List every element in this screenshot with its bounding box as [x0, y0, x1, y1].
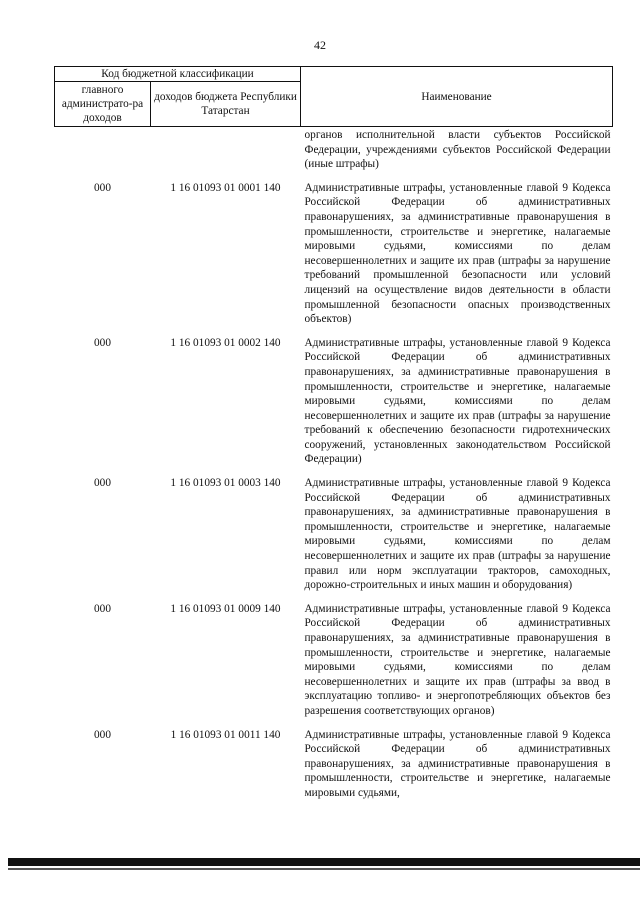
income-code-cell	[151, 127, 301, 181]
header-income-code: доходов бюджета Республики Татарстан	[151, 82, 301, 127]
scan-edge-bar	[8, 858, 640, 866]
table-row	[55, 181, 613, 336]
admin-code-cell: 000	[94, 602, 111, 615]
table-header	[55, 67, 613, 127]
table-row	[55, 602, 613, 728]
admin-code-cell: 000	[94, 336, 111, 349]
admin-code-cell	[55, 127, 151, 181]
table-row	[55, 476, 613, 602]
income-code-cell: 1 16 01093 01 0011 140	[170, 728, 281, 741]
description-cell: Административные штрафы, установленные главой 9 Кодекса Российской Федерации об административных правонарушениях, за административные правонарушения в промышленности, строительстве и энергетике, налагаемые мировыми судьями, комиссиями по делам несовершеннолетних и защите их прав (штрафы за нарушение правил или норм эксплуатации тракторов, самоходных, дорожно-строительных и иных машин и оборудования)	[304, 477, 611, 592]
header-classification-code: Код бюджетной классификации	[55, 67, 301, 82]
description-cell: Административные штрафы, установленные главой 9 Кодекса Российской Федерации об административных правонарушениях, за административные правонарушения в промышленности, строительстве и энергетике, налагаемые мировыми судьями, комиссиями по делам несовершеннолетних и защите их прав (штрафы за нарушение требований к обеспечению безопасности гидротехнических сооружений, установленных законодательством Российской Федерации)	[304, 336, 611, 466]
income-code-cell: 1 16 01093 01 0009 140	[170, 602, 281, 615]
budget-classification-table	[54, 66, 613, 810]
income-code-cell: 1 16 01093 01 0003 140	[170, 477, 281, 490]
admin-code-cell: 000	[94, 728, 111, 741]
description-cell: Административные штрафы, установленные главой 9 Кодекса Российской Федерации об административных правонарушениях, за административные правонарушения в промышленности, строительстве и энергетике, налагаемые мировыми судьями, комиссиями по делам несовершеннолетних и защите их прав (штрафы за ввод в эксплуатацию топливо- и энергопотребляющих объектов без разрешения соответствующих органов)	[304, 602, 611, 717]
admin-code-cell: 000	[94, 477, 111, 490]
header-admin-code: главного администрато-ра доходов	[55, 82, 151, 127]
page-number: 42	[314, 38, 326, 52]
scan-edge-line	[8, 868, 640, 870]
description-cell: Административные штрафы, установленные главой 9 Кодекса Российской Федерации об административных правонарушениях, за административные правонарушения в промышленности, строительстве и энергетике, налагаемые мировыми судьями,	[304, 728, 611, 799]
table-row	[55, 728, 613, 810]
income-code-cell: 1 16 01093 01 0002 140	[170, 336, 281, 349]
table-row-continuation	[55, 127, 613, 181]
table-body	[55, 127, 613, 810]
income-code-cell: 1 16 01093 01 0001 140	[170, 181, 281, 194]
admin-code-cell: 000	[94, 181, 111, 194]
description-cell: органов исполнительной власти субъектов Российской Федерации, учреждениями субъектов Российской Федерации (иные штрафы)	[304, 129, 611, 171]
description-cell: Административные штрафы, установленные главой 9 Кодекса Российской Федерации об административных правонарушениях, за административные правонарушения в промышленности, строительстве и энергетике, налагаемые мировыми судьями, комиссиями по делам несовершеннолетних и защите их прав (штрафы за нарушение требований промышленной безопасности или условий лицензий на осуществление видов деятельности в области промышленной безопасности опасных производственных объектов)	[304, 181, 611, 326]
table-row	[55, 336, 613, 476]
header-name: Наименование	[301, 67, 613, 127]
